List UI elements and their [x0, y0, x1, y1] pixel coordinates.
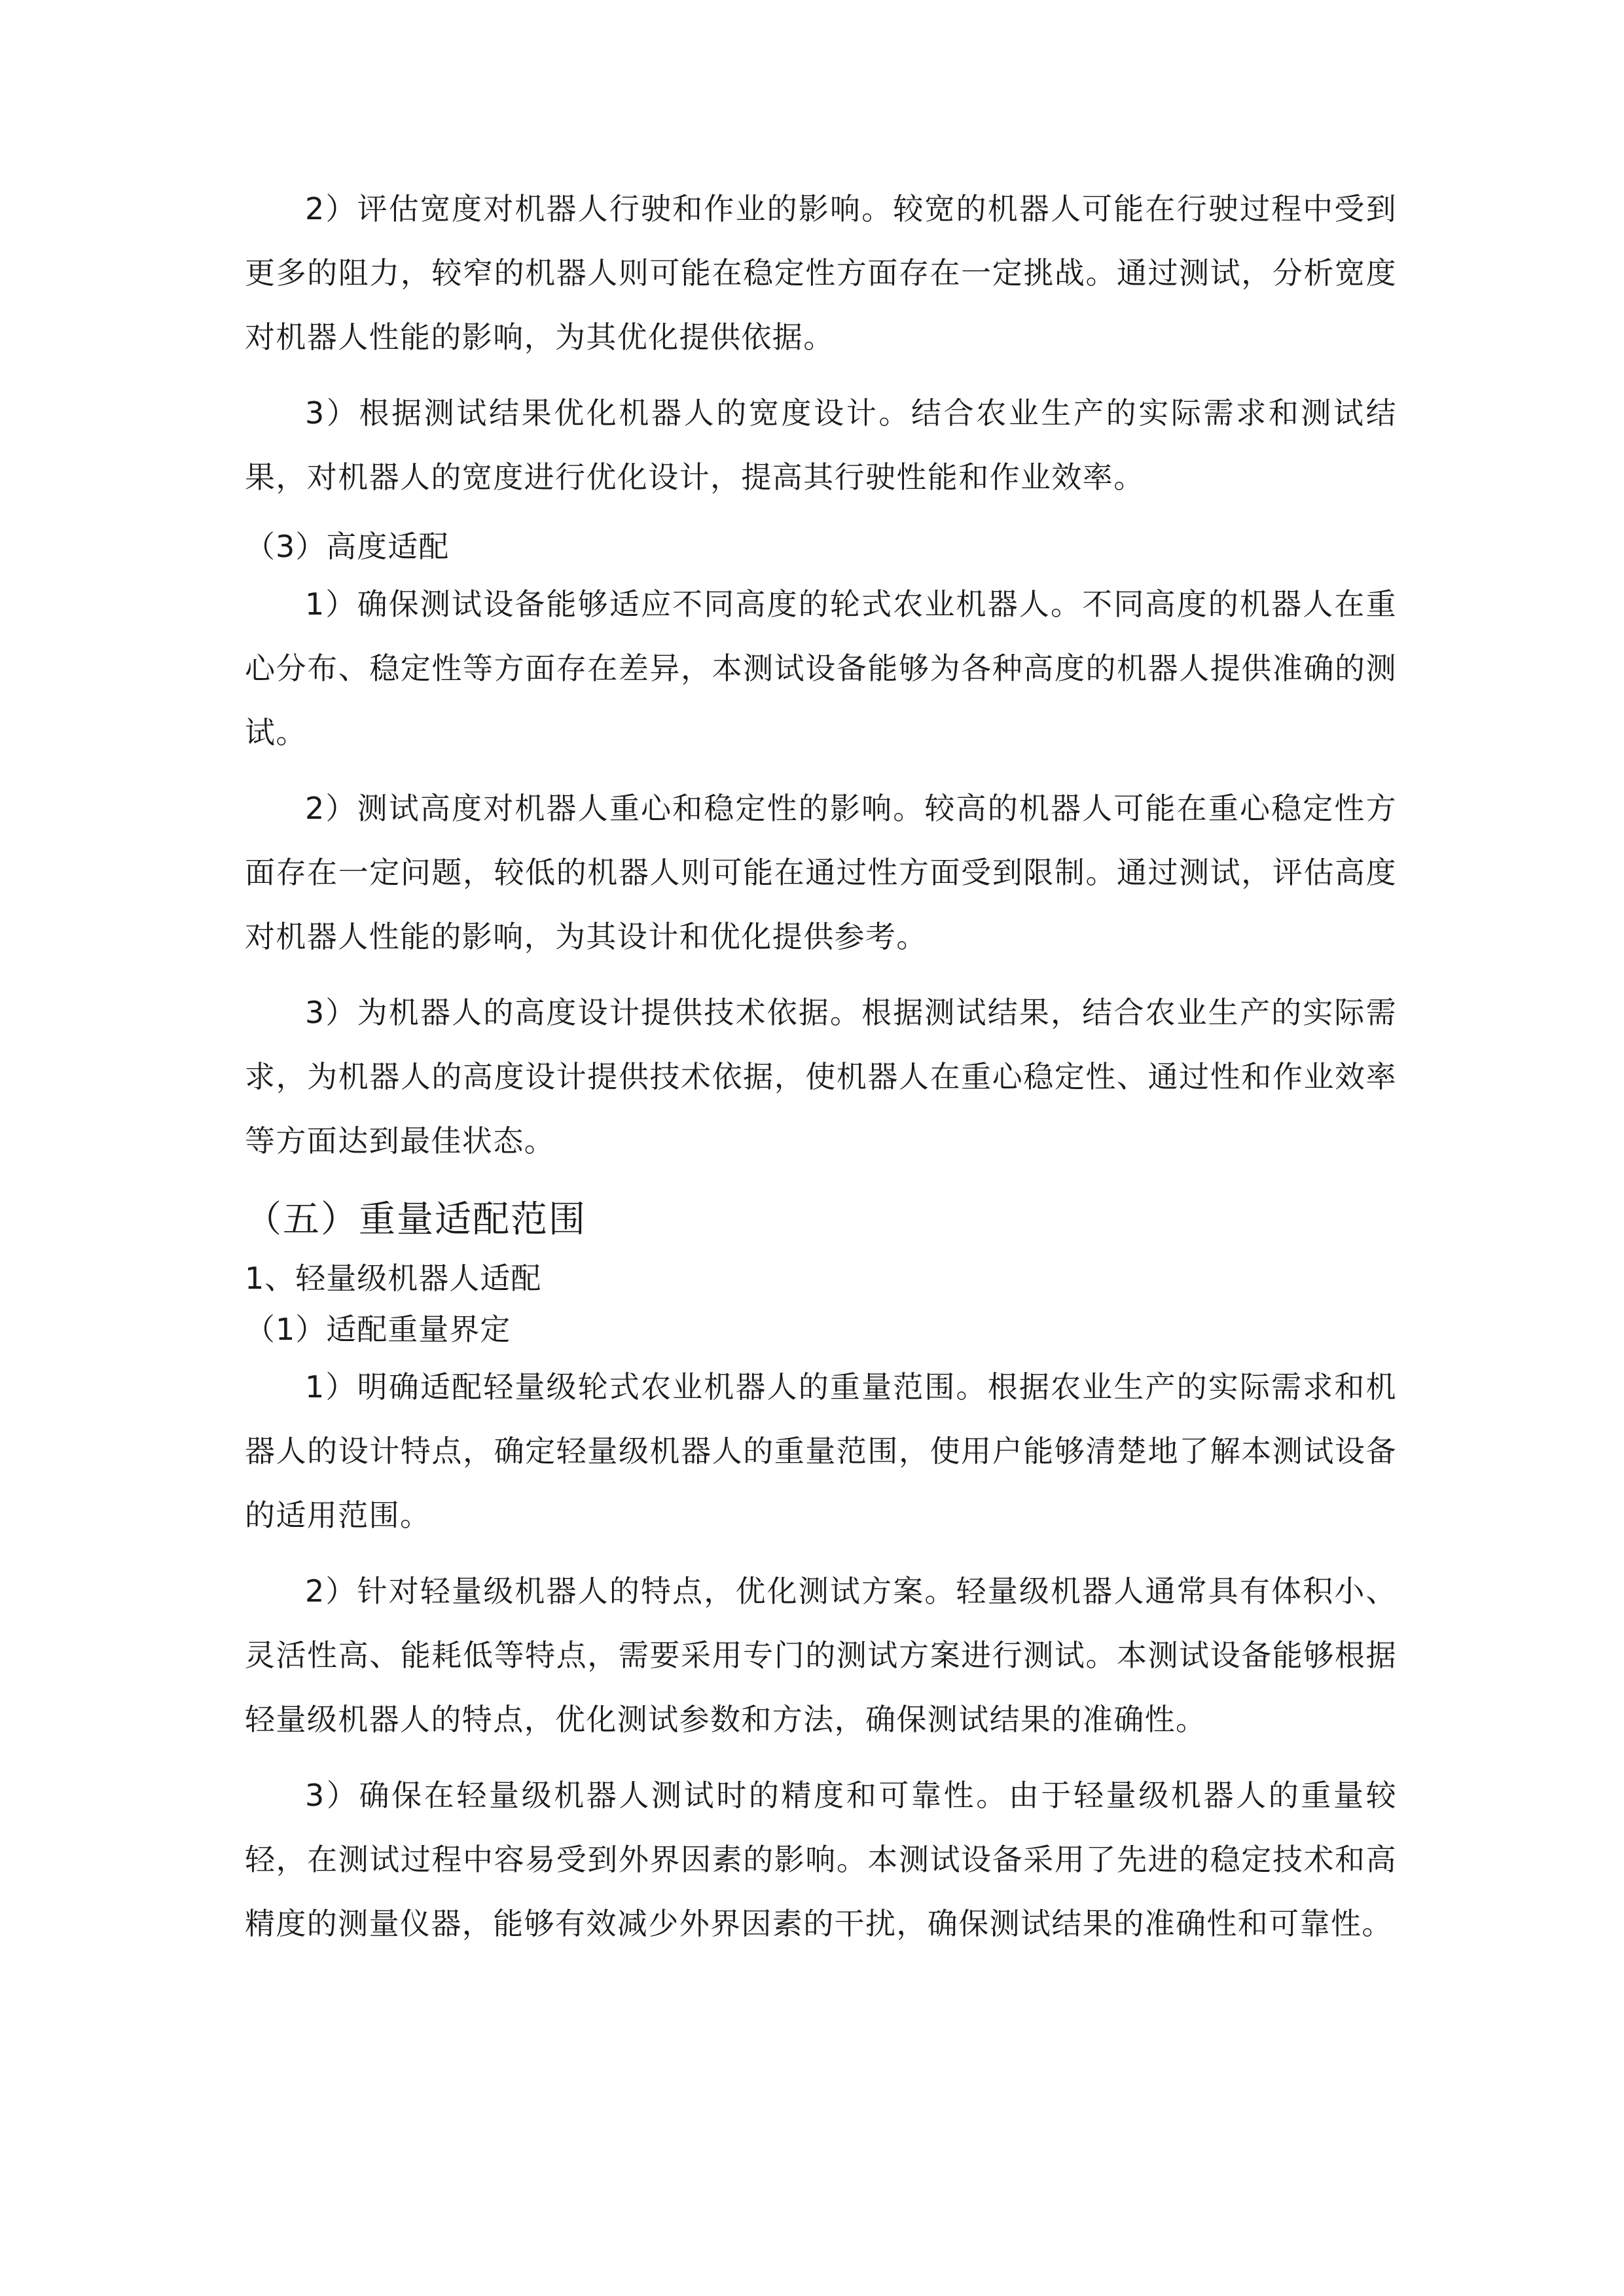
document-body [245, 177, 1397, 1956]
paragraph-test-plan: 2）针对轻量级机器人的特点，优化测试方案。轻量级机器人通常具有体积小、灵活性高、能耗低等特点，需要采用专门的测试方案进行测试。本测试设备能够根据轻量级机器人的特点，优化测试参数和方法，确保测试结果的准确性。 [245, 1573, 1397, 1737]
paragraph-width-optimize: 3）根据测试结果优化机器人的宽度设计。结合农业生产的实际需求和测试结果，对机器人的宽度进行优化设计，提高其行驶性能和作业效率。 [245, 395, 1397, 495]
paragraph-weight-range: 1）明确适配轻量级轮式农业机器人的重量范围。根据农业生产的实际需求和机器人的设计特点，确定轻量级机器人的重量范围，使用户能够清楚地了解本测试设备的适用范围。 [245, 1369, 1397, 1533]
paragraph-height-design: 3）为机器人的高度设计提供技术依据。根据测试结果，结合农业生产的实际需求，为机器人的高度设计提供技术依据，使机器人在重心稳定性、通过性和作业效率等方面达到最佳状态。 [245, 995, 1397, 1158]
heading-lightweight-fit: 1、轻量级机器人适配 [245, 1261, 542, 1296]
paragraph-width-impact: 2）评估宽度对机器人行驶和作业的影响。较宽的机器人可能在行驶过程中受到更多的阻力，较窄的机器人则可能在稳定性方面存在一定挑战。通过测试，分析宽度对机器人性能的影响，为其优化提供依据。 [245, 191, 1397, 355]
paragraph-precision: 3）确保在轻量级机器人测试时的精度和可靠性。由于轻量级机器人的重量较轻，在测试过程中容易受到外界因素的影响。本测试设备采用了先进的稳定技术和高精度的测量仪器，能够有效减少外界因素的干扰，确保测试结果的准确性和可靠性。 [245, 1778, 1397, 1941]
paragraph-height-test: 2）测试高度对机器人重心和稳定性的影响。较高的机器人可能在重心稳定性方面存在一定问题，较低的机器人则可能在通过性方面受到限制。通过测试，评估高度对机器人性能的影响，为其设计和优化提供参考。 [245, 791, 1397, 954]
paragraph-height-adapt: 1）确保测试设备能够适应不同高度的轮式农业机器人。不同高度的机器人在重心分布、稳定性等方面存在差异，本测试设备能够为各种高度的机器人提供准确的测试。 [245, 586, 1397, 750]
subheading-weight-definition: （1）适配重量界定 [245, 1312, 511, 1347]
section-heading-weight-range: （五）重量适配范围 [245, 1198, 586, 1241]
subheading-height-fit: （3）高度适配 [245, 529, 450, 564]
